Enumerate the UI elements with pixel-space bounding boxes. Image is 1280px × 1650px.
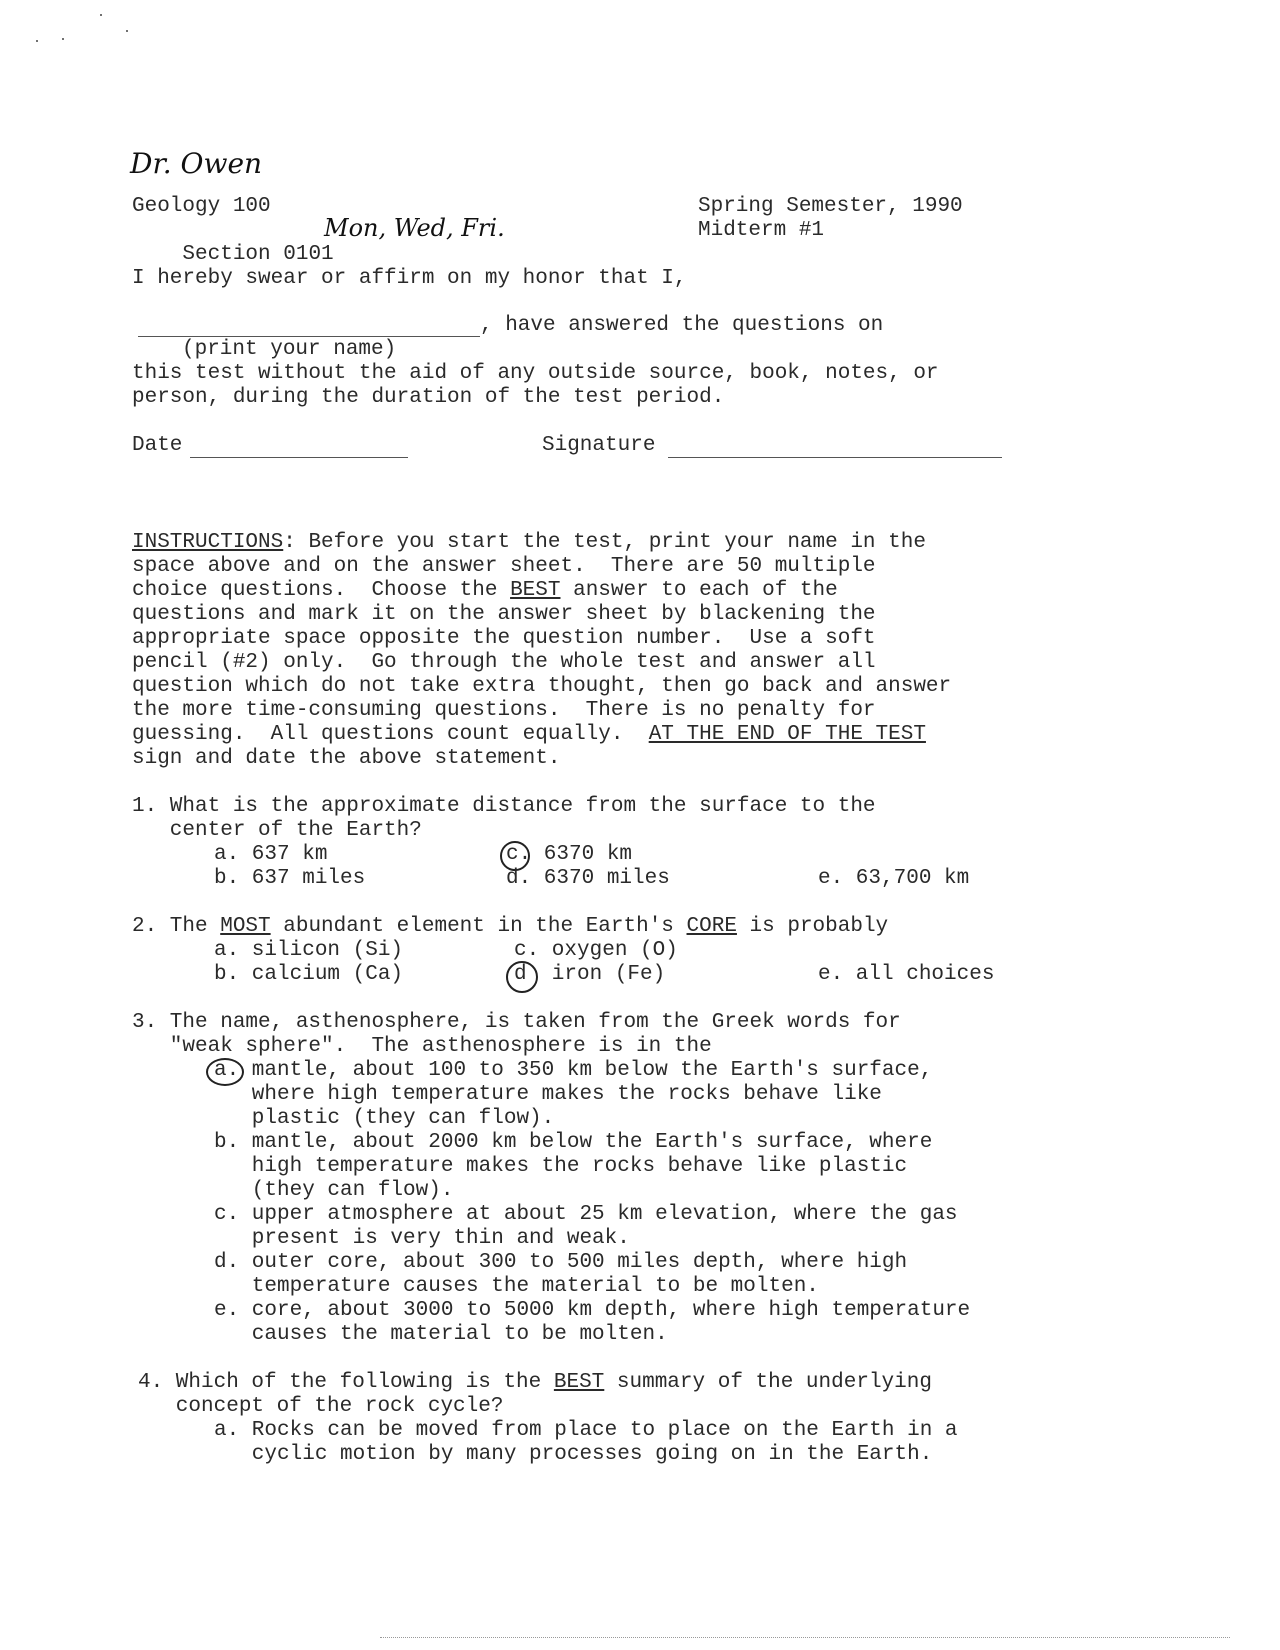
question-1-stem: 1. What is the approximate distance from the surface to the: [132, 795, 876, 818]
q4-choice-a-line-2: cyclic motion by many processes going on in the Earth.: [214, 1443, 933, 1466]
q2-choice-b: b. calcium (Ca): [214, 963, 404, 986]
q1-choice-a: a. 637 km: [214, 843, 328, 866]
end-of-test-emphasis: AT THE END OF THE TEST: [648, 723, 926, 746]
q2-text: is probably: [736, 915, 889, 938]
instructions-line-1: [132, 531, 926, 555]
q3-choice-d-line-1: d. outer core, about 300 to 500 miles depth, where high: [214, 1251, 908, 1274]
honor-line-1: I hereby swear or affirm on my honor that I,: [132, 267, 687, 290]
honor-line-3: this test without the aid of any outside source, book, notes, or: [132, 362, 939, 385]
best-emphasis: BEST: [510, 579, 561, 602]
instructor-name: Dr. Owen: [130, 147, 263, 180]
q4-choice-a-line-1: a. Rocks can be moved from place to place on the Earth in a: [214, 1419, 958, 1442]
instructions-line-8: the more time-consuming questions. There is no penalty for: [132, 699, 876, 722]
honor-line-4: person, during the duration of the test period.: [132, 386, 725, 409]
course-title: Geology 100: [132, 195, 271, 218]
instructions-line-7: question which do not take extra thought, then go back and answer: [132, 675, 952, 698]
q3-choice-a-line-3: plastic (they can flow).: [214, 1107, 555, 1130]
q1-choice-c: c. 6370 km: [506, 843, 633, 866]
print-name-blank: [138, 336, 480, 337]
scan-edge-noise: [380, 1637, 1230, 1638]
q3-choice-b-line-1: b. mantle, about 2000 km below the Earth's surface, where: [214, 1131, 933, 1154]
instructions-text: choice questions. Choose the: [132, 579, 511, 602]
question-2-stem: [132, 915, 888, 939]
q2-choice-c: c. oxygen (O): [514, 939, 678, 962]
instructions-heading: INSTRUCTIONS: [132, 531, 284, 554]
question-4-stem: [138, 1371, 932, 1395]
signature-blank: [668, 457, 1002, 458]
q1-choice-e: e. 63,700 km: [818, 867, 970, 890]
q4-text: 4. Which of the following is the: [138, 1371, 554, 1394]
honor-line-2: , have answered the questions on: [480, 314, 884, 337]
q3-choice-e-line-2: causes the material to be molten.: [214, 1323, 668, 1346]
best-emphasis: BEST: [553, 1371, 605, 1394]
instructions-line-3: [132, 579, 838, 603]
q2-choice-e: e. all choices: [818, 963, 995, 986]
q3-choice-b-line-2: high temperature makes the rocks behave like plastic: [214, 1155, 908, 1178]
instructions-text: : Before you start the test, print your name in the: [283, 531, 926, 554]
section-number: Section 0101: [182, 243, 334, 266]
instructions-line-2: space above and on the answer sheet. There are 50 multiple: [132, 555, 876, 578]
instructions-line-5: appropriate space opposite the question number. Use a soft: [132, 627, 876, 650]
question-1-stem-cont: center of the Earth?: [132, 819, 422, 842]
q4-text: summary of the underlying: [604, 1371, 932, 1394]
instructions-line-4: questions and mark it on the answer sheet by blackening the: [132, 603, 876, 626]
q3-choice-b-line-3: (they can flow).: [214, 1179, 454, 1202]
scan-speck: [36, 40, 38, 42]
instructions-text: answer to each of the: [560, 579, 838, 602]
q1-choice-d: d. 6370 miles: [506, 867, 670, 890]
q3-choice-c-line-1: c. upper atmosphere at about 25 km elevation, where the gas: [214, 1203, 958, 1226]
instructions-text: guessing. All questions count equally.: [132, 723, 649, 746]
q1-choice-b: b. 637 miles: [214, 867, 366, 890]
print-name-caption: (print your name): [182, 338, 397, 361]
question-3-stem: 3. The name, asthenosphere, is taken from the Greek words for: [132, 1011, 901, 1034]
signature-label: Signature: [542, 434, 656, 457]
question-3-stem-cont: "weak sphere". The asthenosphere is in the: [132, 1035, 712, 1058]
q3-choice-a-line-2: where high temperature makes the rocks behave like: [214, 1083, 882, 1106]
most-emphasis: MOST: [220, 915, 271, 938]
question-4-stem-cont: concept of the rock cycle?: [138, 1395, 504, 1418]
q3-choice-c-line-2: present is very thin and weak.: [214, 1227, 630, 1250]
q2-text: 2. The: [132, 915, 221, 938]
date-blank: [190, 457, 408, 458]
q3-choice-a-line-1: a. mantle, about 100 to 350 km below the Earth's surface,: [214, 1059, 933, 1082]
date-label: Date: [132, 434, 183, 457]
q2-text: abundant element in the Earth's: [270, 915, 687, 938]
q2-answer-circle: [506, 961, 538, 993]
instructions-line-9: [132, 723, 926, 747]
scan-speck: [100, 14, 102, 16]
scan-speck: [62, 38, 64, 40]
q2-choice-a: a. silicon (Si): [214, 939, 404, 962]
exam-name: Midterm #1: [698, 219, 825, 242]
semester: Spring Semester, 1990: [698, 195, 963, 218]
q2-choice-d: d iron (Fe): [514, 963, 666, 986]
instructions-line-6: pencil (#2) only. Go through the whole test and answer all: [132, 651, 876, 674]
scan-speck: [126, 30, 128, 32]
instructions-line-10: sign and date the above statement.: [132, 747, 561, 770]
q3-choice-e-line-1: e. core, about 3000 to 5000 km depth, where high temperature: [214, 1299, 971, 1322]
q3-choice-d-line-2: temperature causes the material to be molten.: [214, 1275, 819, 1298]
section-days: Mon, Wed, Fri.: [324, 214, 505, 242]
core-emphasis: CORE: [686, 915, 737, 938]
